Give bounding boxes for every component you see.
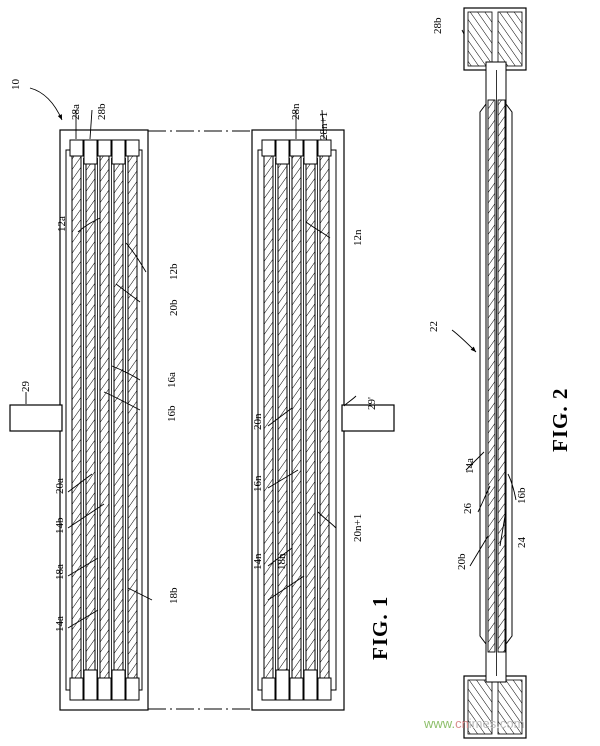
- ref-14b: 14b: [54, 517, 66, 534]
- ref-18n: 18n: [276, 553, 288, 570]
- ref-20n: 20n: [252, 413, 264, 430]
- ref-16b-fig2: 16b: [516, 487, 528, 504]
- watermark: www.cnimes.com: [424, 716, 525, 731]
- ref-22: 22: [428, 321, 440, 332]
- ref-20b-fig2: 20b: [456, 553, 468, 570]
- ref-16b: 16b: [166, 405, 178, 422]
- ref-18b: 18b: [168, 587, 180, 604]
- ref-28b: 28b: [96, 103, 108, 120]
- ref-14n: 14n: [252, 553, 264, 570]
- ref-20a: 20a: [54, 478, 66, 494]
- ref-28a: 28a: [70, 104, 82, 120]
- ref-29: 29: [20, 381, 32, 392]
- ref-12a: 12a: [56, 216, 68, 232]
- ref-28n: 28n: [290, 103, 302, 120]
- ref-12n: 12n: [352, 229, 364, 246]
- ref-18a: 18a: [54, 564, 66, 580]
- figure-2-title: FIG. 2: [548, 387, 572, 452]
- ref-14a-fig2: 14a: [464, 458, 476, 474]
- ref-12b: 12b: [168, 263, 180, 280]
- ref-26: 26: [462, 503, 474, 514]
- ref-24: 24: [516, 537, 528, 548]
- ref-20n-plus-1: 20n+1: [352, 513, 364, 542]
- ref-29-prime: 29': [366, 397, 378, 410]
- ref-10: 10: [10, 79, 22, 90]
- ref-28n-plus-1: 28n+1: [318, 111, 330, 140]
- ref-20b: 20b: [168, 299, 180, 316]
- figure-1-title: FIG. 1: [368, 595, 392, 660]
- ref-16n: 16n: [252, 475, 264, 492]
- ref-16a: 16a: [166, 372, 178, 388]
- ref-14a: 14a: [54, 616, 66, 632]
- ref-28b-fig2: 28b: [432, 17, 444, 34]
